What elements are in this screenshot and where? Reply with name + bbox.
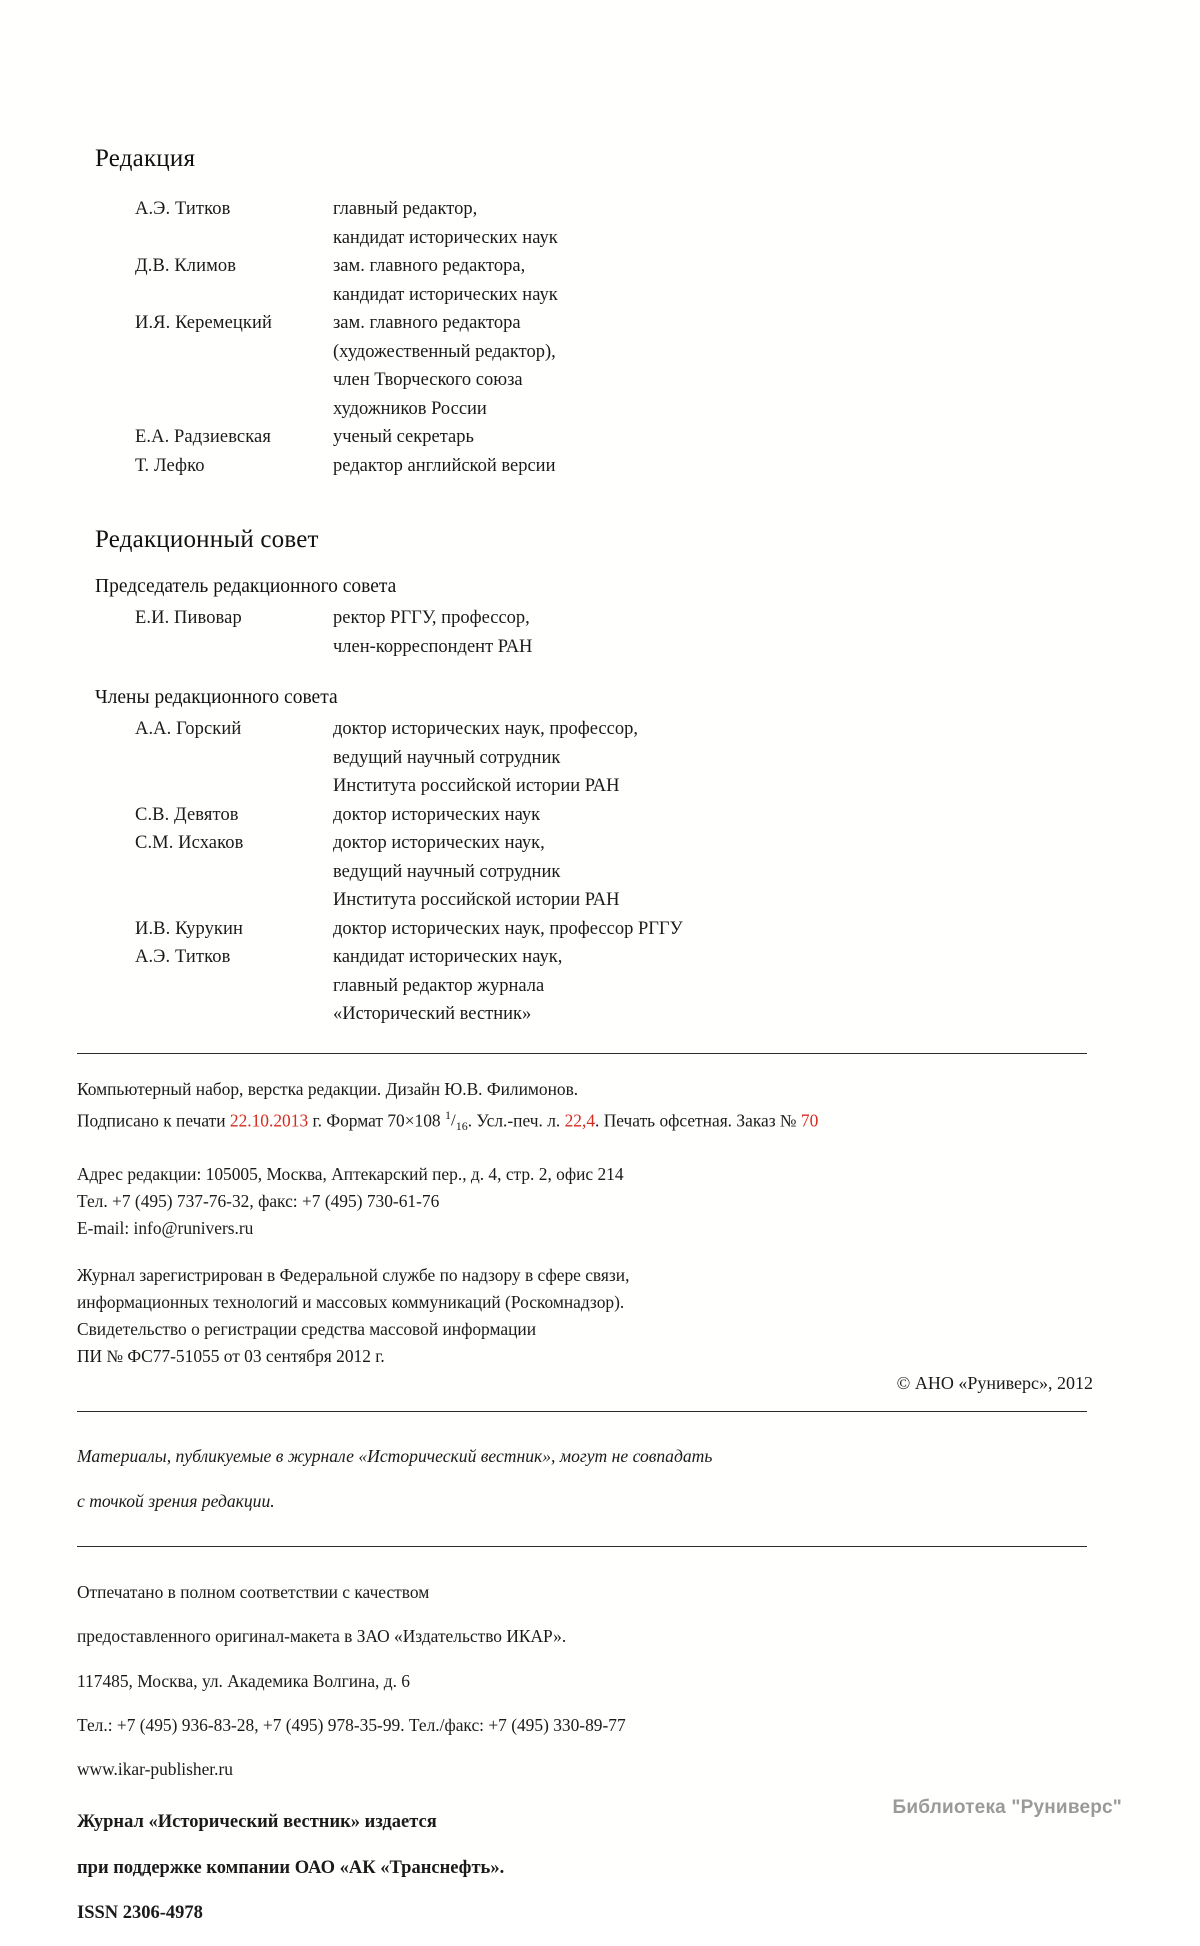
issn-line: ISSN 2306-4978 bbox=[77, 1903, 203, 1924]
staff-name: Е.А. Радзиевская bbox=[135, 427, 271, 447]
printer-line: предоставленного оригинал-макета в ЗАО «Издательство ИКАР». bbox=[77, 1626, 567, 1647]
page-content bbox=[77, 145, 1125, 1946]
staff-role bbox=[333, 452, 915, 481]
copyright-line: © АНО «Руниверс», 2012 bbox=[896, 1372, 1093, 1393]
table-row bbox=[135, 943, 915, 1029]
table-row bbox=[135, 829, 915, 915]
table-row bbox=[135, 801, 915, 830]
spacer bbox=[95, 1054, 1125, 1076]
staff-role bbox=[333, 604, 915, 661]
staff-role-line: доктор исторических наук, профессор, bbox=[333, 719, 638, 739]
staff-role-line: кандидат исторических наук bbox=[333, 227, 558, 248]
staff-role bbox=[333, 195, 915, 252]
staff-role-line: кандидат исторических наук, bbox=[333, 947, 563, 967]
staff-role-line: ученый секретарь bbox=[333, 427, 474, 447]
staff-role-line: ведущий научный сотрудник bbox=[333, 861, 561, 882]
print-run-line bbox=[77, 1103, 1097, 1141]
council-heading: Редакционный совет bbox=[95, 526, 319, 553]
divider-middle bbox=[77, 1411, 1087, 1412]
signed-date: 22.10.2013 bbox=[229, 1110, 309, 1131]
council-members-heading: Члены редакционного совета bbox=[95, 687, 338, 708]
staff-role-line: Института российской истории РАН bbox=[333, 776, 620, 796]
imprint-block bbox=[77, 1076, 1097, 1397]
editorial-phone: Тел. +7 (495) 737-76-32, факс: +7 (495) 730-61-76 bbox=[77, 1190, 440, 1211]
order-number: 70 bbox=[800, 1110, 819, 1131]
typesetting-line: Компьютерный набор, верстка редакции. Дизайн Ю.В. Филимонов. bbox=[77, 1078, 579, 1099]
printer-line: Тел.: +7 (495) 936-83-28, +7 (495) 978-35-99. Тел./факс: +7 (495) 330-89-77 bbox=[77, 1714, 626, 1735]
staff-role-line: доктор исторических наук bbox=[333, 804, 541, 825]
staff-role-line: (художественный редактор), bbox=[333, 341, 556, 362]
spacer bbox=[95, 1532, 1125, 1546]
table-row bbox=[135, 195, 915, 252]
staff-role-line: доктор исторических наук, профессор РГГУ bbox=[333, 918, 683, 939]
table-row bbox=[135, 309, 915, 423]
registration-line: Журнал зарегистрирован в Федеральной службе по надзору в сфере связи, bbox=[77, 1264, 630, 1285]
staff-name: Д.В. Климов bbox=[135, 256, 237, 276]
format-text: г. Формат 70×108 bbox=[308, 1110, 445, 1131]
staff-role bbox=[333, 423, 915, 452]
staff-role bbox=[333, 915, 915, 944]
editorial-email[interactable]: E-mail: info@runivers.ru bbox=[77, 1217, 254, 1238]
print-type: . Печать офсетная. Заказ № bbox=[595, 1110, 801, 1131]
staff-name: Е.И. Пивовар bbox=[135, 608, 242, 628]
staff-name: А.Э. Титков bbox=[135, 947, 231, 967]
staff-role-line: «Исторический вестник» bbox=[333, 1004, 532, 1024]
staff-role-line: доктор исторических наук, bbox=[333, 833, 545, 853]
staff-name: Т. Лефко bbox=[135, 455, 205, 476]
council-members-table bbox=[135, 715, 915, 1029]
sheets-value: 22,4 bbox=[564, 1110, 596, 1131]
fraction-denominator: 16 bbox=[455, 1118, 468, 1133]
spacer bbox=[95, 1029, 1125, 1053]
printer-website[interactable]: www.ikar-publisher.ru bbox=[77, 1759, 233, 1780]
staff-role-line: главный редактор, bbox=[333, 199, 478, 219]
council-chair-body bbox=[135, 604, 915, 661]
disclaimer-line: с точкой зрения редакции. bbox=[77, 1490, 275, 1511]
staff-name: И.Я. Керемецкий bbox=[135, 313, 272, 333]
support-line: при поддержке компании ОАО «АК «Транснефть». bbox=[77, 1857, 505, 1878]
registration-line: Свидетельство о регистрации средства массовой информации bbox=[77, 1318, 537, 1339]
sheets-prefix: . Усл.-печ. л. bbox=[467, 1110, 565, 1131]
council-members-body bbox=[135, 715, 915, 1029]
staff-role-line: кандидат исторических наук bbox=[333, 284, 558, 305]
staff-role-line: ведущий научный сотрудник bbox=[333, 747, 561, 768]
staff-role-line: ректор РГГУ, профессор, bbox=[333, 608, 530, 628]
table-row bbox=[135, 423, 915, 452]
staff-role-line: редактор английской версии bbox=[333, 455, 556, 476]
staff-role-line: зам. главного редактора bbox=[333, 313, 521, 333]
printer-line: 117485, Москва, ул. Академика Волгина, д. 6 bbox=[77, 1670, 410, 1691]
divider-top bbox=[77, 1053, 1087, 1054]
spacer bbox=[95, 1547, 1125, 1561]
library-watermark: Библиотека "Руниверс" bbox=[892, 1797, 1122, 1818]
registration-line: информационных технологий и массовых коммуникаций (Роскомнадзор). bbox=[77, 1291, 625, 1312]
staff-role-line: член-корреспондент РАН bbox=[333, 636, 533, 657]
fraction-numerator: 1 bbox=[444, 1107, 451, 1122]
editorial-staff-table bbox=[135, 195, 915, 480]
spacer bbox=[95, 1397, 1125, 1411]
staff-name: С.В. Девятов bbox=[135, 804, 239, 825]
council-chair-heading: Председатель редакционного совета bbox=[95, 576, 397, 597]
support-line: Журнал «Исторический вестник» издается bbox=[77, 1812, 437, 1833]
staff-role-line: зам. главного редактора, bbox=[333, 256, 526, 276]
signed-prefix: Подписано к печати bbox=[77, 1110, 230, 1131]
table-row bbox=[135, 604, 915, 661]
disclaimer-block bbox=[77, 1443, 1097, 1515]
support-block bbox=[77, 1809, 1097, 1927]
staff-role bbox=[333, 252, 915, 309]
staff-name: А.Э. Титков bbox=[135, 199, 231, 219]
staff-role bbox=[333, 309, 915, 423]
editorial-heading: Редакция bbox=[95, 145, 196, 172]
spacer bbox=[95, 661, 1125, 687]
editorial-address: Адрес редакции: 105005, Москва, Аптекарский пер., д. 4, стр. 2, офис 214 bbox=[77, 1163, 624, 1184]
table-row bbox=[135, 452, 915, 481]
registration-line: ПИ № ФС77-51055 от 03 сентября 2012 г. bbox=[77, 1345, 385, 1366]
spacer bbox=[95, 480, 1125, 526]
staff-role bbox=[333, 715, 915, 801]
disclaimer-line: Материалы, публикуемые в журнале «Исторический вестник», могут не совпадать bbox=[77, 1446, 713, 1467]
table-row bbox=[135, 715, 915, 801]
printer-block bbox=[77, 1579, 1097, 1784]
spacer bbox=[95, 1412, 1125, 1426]
staff-role-line: Института российской истории РАН bbox=[333, 890, 620, 910]
table-row bbox=[135, 252, 915, 309]
staff-name: С.М. Исхаков bbox=[135, 833, 244, 853]
staff-role bbox=[333, 801, 915, 830]
staff-role-line: художников России bbox=[333, 398, 487, 419]
staff-name: И.В. Курукин bbox=[135, 918, 244, 939]
editorial-staff-body bbox=[135, 195, 915, 480]
divider-bottom bbox=[77, 1546, 1087, 1547]
staff-role-line: главный редактор журнала bbox=[333, 975, 545, 996]
printer-line: Отпечатано в полном соответствии с качеством bbox=[77, 1581, 430, 1602]
council-chair-table bbox=[135, 604, 915, 661]
staff-role-line: член Творческого союза bbox=[333, 370, 523, 390]
table-row bbox=[135, 915, 915, 944]
staff-name: А.А. Горский bbox=[135, 719, 242, 739]
staff-role bbox=[333, 829, 915, 915]
format-fraction: $^1/_{16}$ bbox=[444, 1107, 468, 1133]
staff-role bbox=[333, 943, 915, 1029]
